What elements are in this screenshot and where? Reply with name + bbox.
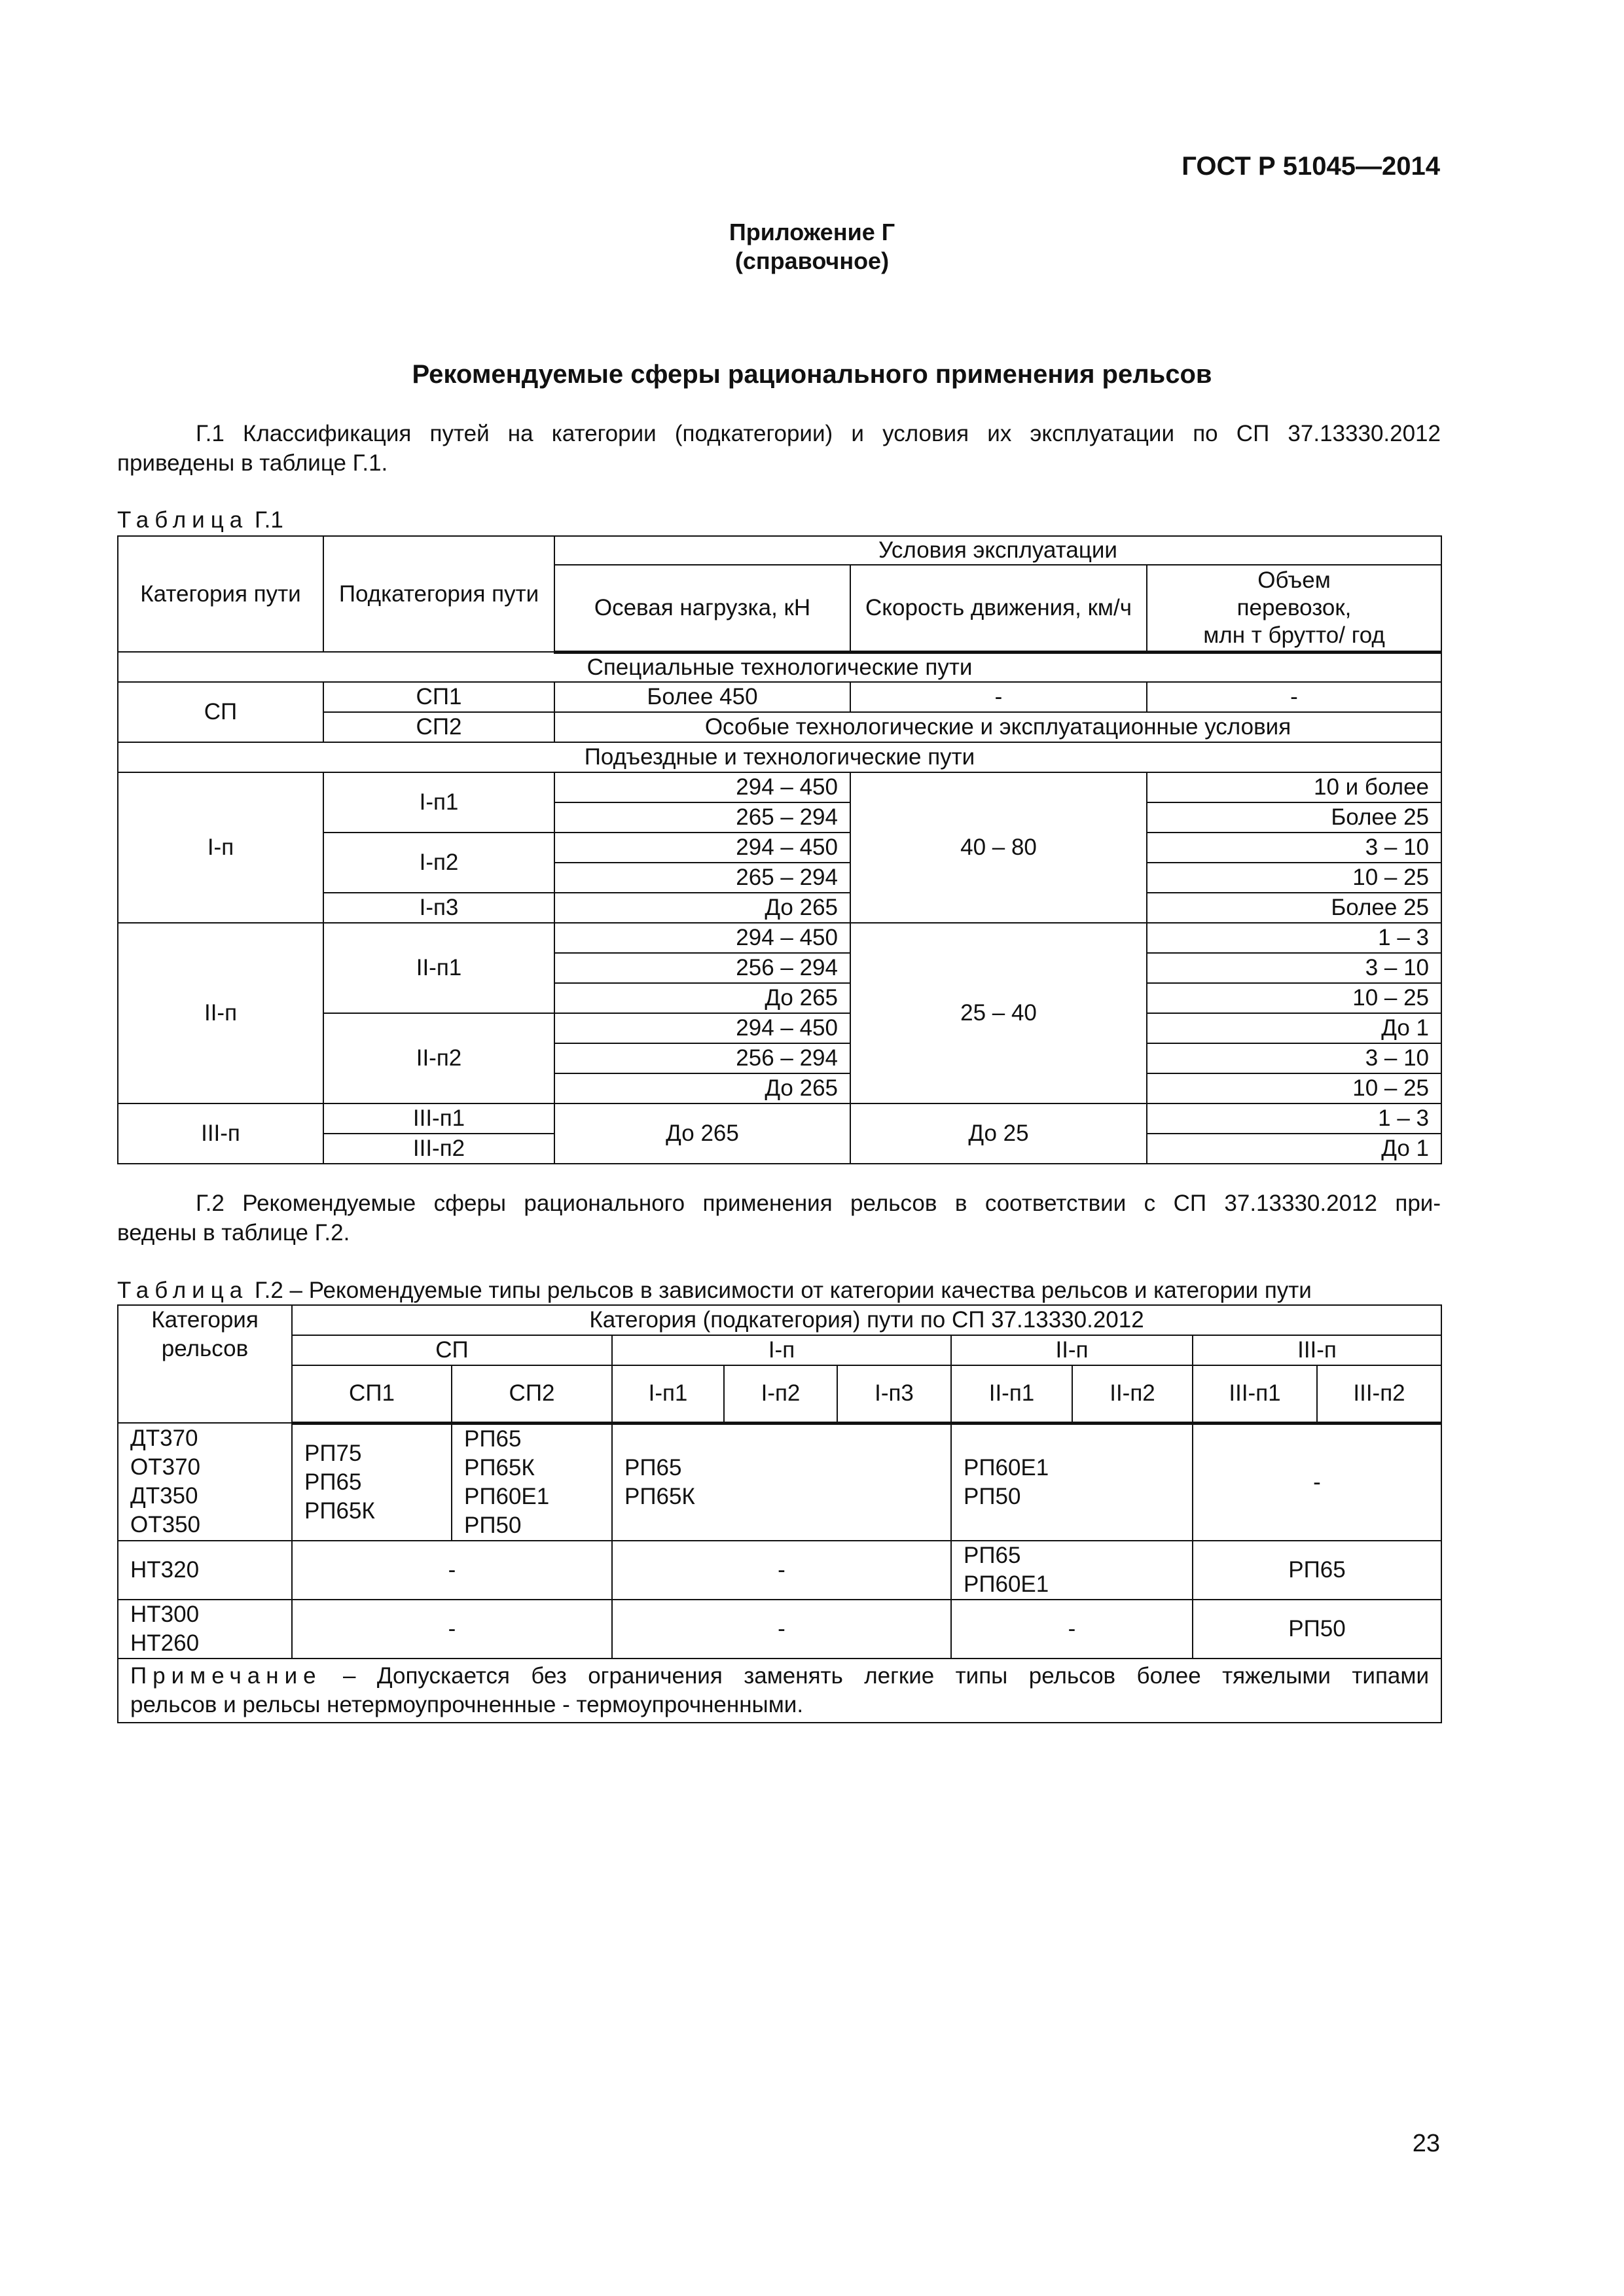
subcategory-ip1: I-п1: [323, 772, 554, 833]
cell-volume: 10 – 25: [1147, 1073, 1441, 1103]
row2-iip-rails: [951, 1541, 1193, 1600]
cell-sp1-speed: -: [850, 682, 1147, 712]
cell-volume: 3 – 10: [1147, 833, 1441, 863]
table-g2-caption-prefix: Таблица: [117, 1278, 249, 1303]
category-iip: II-п: [118, 923, 323, 1103]
cell-iiip-speed: До 25: [850, 1103, 1147, 1164]
section-special-tracks: Специальные технологические пути: [118, 652, 1441, 682]
header-traffic-volume: [1147, 565, 1441, 652]
rail-category: НТ300: [130, 1601, 200, 1627]
page-number: 23: [1412, 2130, 1440, 2157]
rail-category: ДТ370: [130, 1425, 198, 1451]
table-g2: [117, 1304, 1442, 1723]
row1-iip-rails: [951, 1423, 1193, 1541]
rail-type: РП65: [624, 1454, 682, 1480]
cell-load: 265 – 294: [554, 863, 850, 893]
rail-category: ОТ370: [130, 1454, 200, 1480]
subcategory-sp2: СП2: [323, 712, 554, 742]
row1-iiip-rails: -: [1193, 1423, 1441, 1541]
cell-volume: Более 25: [1147, 893, 1441, 923]
cell-volume: До 1: [1147, 1013, 1441, 1043]
cell-volume: 1 – 3: [1147, 923, 1441, 953]
subcategory-sp1: СП1: [323, 682, 554, 712]
rail-type: РП50: [964, 1483, 1021, 1509]
sub-sp1: СП1: [292, 1365, 452, 1423]
rail-type: РП60Е1: [964, 1454, 1049, 1480]
group-iip: II-п: [951, 1335, 1193, 1365]
rail-type: РП75: [304, 1440, 362, 1466]
row1-rail-categories: [118, 1423, 292, 1541]
group-sp: СП: [292, 1335, 612, 1365]
cell-sp1-load: Более 450: [554, 682, 850, 712]
sub-sp2: СП2: [452, 1365, 612, 1423]
table-g2-caption: [117, 1278, 1312, 1304]
paragraph-g2-line2: ведены в таблице Г.2.: [117, 1220, 350, 1246]
subcategory-iiip1: III-п1: [323, 1103, 554, 1134]
rail-type: РП65К: [464, 1454, 535, 1480]
rail-category: ОТ350: [130, 1511, 200, 1537]
note-label: Примечание: [130, 1662, 322, 1689]
paragraph-g1-line1: Г.1 Классификация путей на категории (подкатегории) и условия их эксплуатации по СП 37.13330.2012: [196, 421, 1441, 446]
table-g1: [117, 535, 1442, 1164]
group-ip: I-п: [612, 1335, 951, 1365]
rail-category: ДТ350: [130, 1482, 198, 1509]
header-track-category: Категория пути: [118, 536, 323, 652]
subcategory-iip1: II-п1: [323, 923, 554, 1013]
header-track-subcategory: Подкатегория пути: [323, 536, 554, 652]
cell-iip-speed: 25 – 40: [850, 923, 1147, 1103]
appendix-label: [0, 218, 1624, 276]
cell-volume: 1 – 3: [1147, 1103, 1441, 1134]
paragraph-g2: [117, 1189, 1441, 1247]
row1-sp1-rails: [292, 1423, 452, 1541]
subcategory-iip2: II-п2: [323, 1013, 554, 1103]
subcategory-iiip2: III-п2: [323, 1134, 554, 1164]
rail-category: НТ260: [130, 1630, 200, 1656]
sub-ip1: I-п1: [612, 1365, 724, 1423]
cell-volume: До 1: [1147, 1134, 1441, 1164]
header-traffic-volume-line3: млн т брутто/ год: [1203, 622, 1385, 648]
cell-volume: 3 – 10: [1147, 953, 1441, 983]
row3-ip-rails: -: [612, 1600, 951, 1659]
header-track-category-sp: Категория (подкатегория) пути по СП 37.13330.2012: [292, 1305, 1441, 1335]
rail-type: РП65: [464, 1426, 522, 1452]
rail-type: РП65К: [624, 1483, 695, 1509]
row2-rail-category: НТ320: [118, 1541, 292, 1600]
cell-load: До 265: [554, 893, 850, 923]
note-line1: [130, 1662, 1429, 1691]
paragraph-g1: [117, 419, 1441, 478]
paragraph-g2-line1: Г.2 Рекомендуемые сферы рационального применения рельсов в соответствии с СП 37.13330.2012 при-: [196, 1191, 1441, 1216]
appendix-title: Приложение Г: [729, 219, 895, 245]
row3-sp-rails: -: [292, 1600, 612, 1659]
document-code: ГОСТ Р 51045—2014: [1182, 152, 1440, 181]
table-g1-caption: [117, 507, 283, 533]
sub-iip1: II-п1: [951, 1365, 1072, 1423]
row3-rail-categories: [118, 1600, 292, 1659]
row3-iiip-rails: РП50: [1193, 1600, 1441, 1659]
row1-sp2-rails: [452, 1423, 612, 1541]
cell-sp1-volume: -: [1147, 682, 1441, 712]
cell-load: 294 – 450: [554, 923, 850, 953]
cell-load: До 265: [554, 983, 850, 1013]
header-operating-conditions: Условия эксплуатации: [554, 536, 1441, 565]
cell-volume: Более 25: [1147, 802, 1441, 833]
table-g1-caption-prefix: Таблица: [117, 507, 249, 533]
table-g1-caption-id: Г.1: [248, 507, 283, 533]
row3-iip-rails: -: [951, 1600, 1193, 1659]
cell-volume: 3 – 10: [1147, 1043, 1441, 1073]
header-traffic-volume-line1: Объем: [1257, 567, 1331, 593]
row1-ip-rails: [612, 1423, 951, 1541]
row2-sp-rails: -: [292, 1541, 612, 1600]
section-access-tracks: Подъездные и технологические пути: [118, 742, 1441, 772]
cell-volume: 10 – 25: [1147, 863, 1441, 893]
category-iiip: III-п: [118, 1103, 323, 1164]
rail-type: РП50: [464, 1512, 522, 1538]
cell-volume: 10 – 25: [1147, 983, 1441, 1013]
row2-iiip-rails: РП65: [1193, 1541, 1441, 1600]
category-ip: I-п: [118, 772, 323, 923]
header-traffic-volume-line2: перевозок,: [1236, 594, 1352, 620]
cell-load: 294 – 450: [554, 833, 850, 863]
row2-ip-rails: -: [612, 1541, 951, 1600]
subcategory-ip3: I-п3: [323, 893, 554, 923]
header-speed: Скорость движения, км/ч: [850, 565, 1147, 652]
rail-type: РП65К: [304, 1498, 375, 1524]
cell-ip-speed: 40 – 80: [850, 772, 1147, 923]
cell-load: 265 – 294: [554, 802, 850, 833]
section-heading: Рекомендуемые сферы рационального применения рельсов: [412, 360, 1212, 389]
table-g2-note: [118, 1659, 1441, 1723]
cell-load: 294 – 450: [554, 772, 850, 802]
sub-ip2: I-п2: [724, 1365, 837, 1423]
header-rail-category-line1: Категория: [151, 1307, 259, 1333]
cell-load: 256 – 294: [554, 1043, 850, 1073]
cell-load: 256 – 294: [554, 953, 850, 983]
cell-volume: 10 и более: [1147, 772, 1441, 802]
header-rail-category: [118, 1305, 292, 1423]
group-iiip: III-п: [1193, 1335, 1441, 1365]
header-rail-category-line2: рельсов: [161, 1336, 249, 1361]
rail-type: РП60Е1: [464, 1483, 550, 1509]
category-sp: СП: [118, 682, 323, 742]
table-g2-caption-rest: Г.2 – Рекомендуемые типы рельсов в зависимости от категории качества рельсов и категории пути: [248, 1278, 1312, 1303]
sub-iiip1: III-п1: [1193, 1365, 1317, 1423]
note-text: – Допускается без ограничения заменять легкие типы рельсов более тяжелыми типами: [321, 1662, 1430, 1689]
sub-iip2: II-п2: [1072, 1365, 1193, 1423]
rail-type: РП65: [964, 1542, 1021, 1568]
header-axial-load: Осевая нагрузка, кН: [554, 565, 850, 652]
sub-ip3: I-п3: [837, 1365, 951, 1423]
rail-type: РП65: [304, 1469, 362, 1495]
rail-type: РП60Е1: [964, 1571, 1049, 1597]
paragraph-g1-line2: приведены в таблице Г.1.: [117, 450, 388, 476]
subcategory-ip2: I-п2: [323, 833, 554, 893]
note-line2: рельсов и рельсы нетермоупрочненные - термоупрочненными.: [130, 1691, 804, 1717]
cell-load: 294 – 450: [554, 1013, 850, 1043]
appendix-subtitle: (справочное): [734, 247, 890, 274]
cell-load: До 265: [554, 1073, 850, 1103]
cell-sp2-conditions: Особые технологические и эксплуатационные условия: [554, 712, 1441, 742]
cell-iiip-load: До 265: [554, 1103, 850, 1164]
sub-iiip2: III-п2: [1317, 1365, 1441, 1423]
